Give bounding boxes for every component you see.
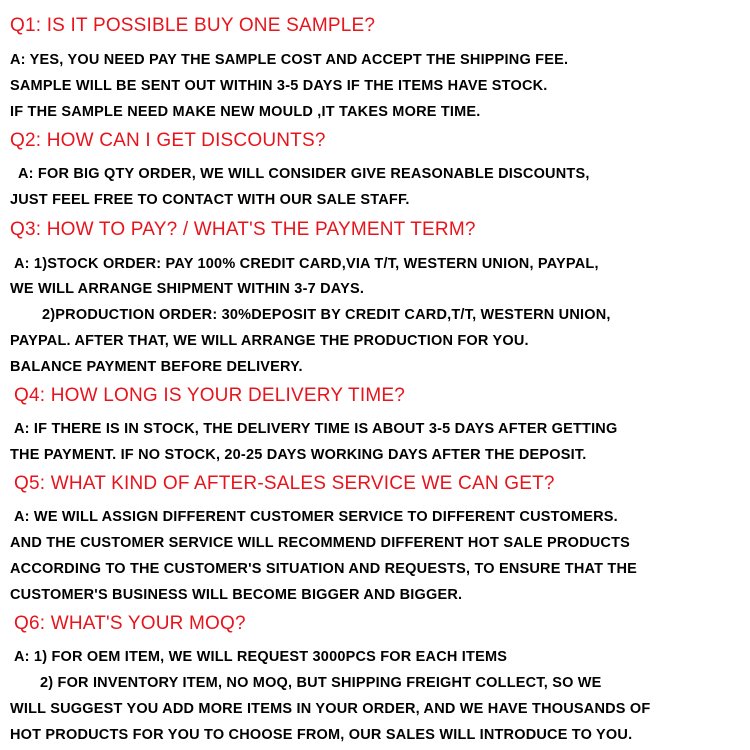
answer-line: THE PAYMENT. IF NO STOCK, 20-25 DAYS WORKING DAYS AFTER THE DEPOSIT. [10,447,587,463]
answer-line: JUST FEEL FREE TO CONTACT WITH OUR SALE STAFF. [10,192,410,208]
answer-line: WILL SUGGEST YOU ADD MORE ITEMS IN YOUR ORDER, AND WE HAVE THOUSANDS OF [10,701,651,717]
question-heading: Q6: WHAT'S YOUR MOQ? [14,613,246,634]
answer-line: PAYPAL. AFTER THAT, WE WILL ARRANGE THE PRODUCTION FOR YOU. [10,333,529,349]
answer-line: WE WILL ARRANGE SHIPMENT WITHIN 3-7 DAYS. [10,281,365,297]
answer-line: 2)PRODUCTION ORDER: 30%DEPOSIT BY CREDIT CARD,T/T, WESTERN UNION, [42,307,611,323]
question-heading: Q4: HOW LONG IS YOUR DELIVERY TIME? [14,385,405,406]
answer-line: A: IF THERE IS IN STOCK, THE DELIVERY TIME IS ABOUT 3-5 DAYS AFTER GETTING [14,421,618,437]
question-heading: Q1: IS IT POSSIBLE BUY ONE SAMPLE? [10,15,376,36]
answer-line: A: FOR BIG QTY ORDER, WE WILL CONSIDER GIVE REASONABLE DISCOUNTS, [18,166,590,182]
answer-line: ACCORDING TO THE CUSTOMER'S SITUATION AND REQUESTS, TO ENSURE THAT THE [10,561,638,577]
answer-line: IF THE SAMPLE NEED MAKE NEW MOULD ,IT TAKES MORE TIME. [10,104,481,120]
answer-line: 2) FOR INVENTORY ITEM, NO MOQ, BUT SHIPPING FREIGHT COLLECT, SO WE [40,675,602,691]
answer-line: BALANCE PAYMENT BEFORE DELIVERY. [10,359,303,375]
answer-line: A: WE WILL ASSIGN DIFFERENT CUSTOMER SERVICE TO DIFFERENT CUSTOMERS. [14,509,618,525]
answer-line: A: 1) FOR OEM ITEM, WE WILL REQUEST 3000PCS FOR EACH ITEMS [14,649,508,665]
answer-line: A: 1)STOCK ORDER: PAY 100% CREDIT CARD,VIA T/T, WESTERN UNION, PAYPAL, [14,256,599,272]
answer-line: A: YES, YOU NEED PAY THE SAMPLE COST AND ACCEPT THE SHIPPING FEE. [10,52,569,68]
question-heading: Q3: HOW TO PAY? / WHAT'S THE PAYMENT TERM? [10,219,476,240]
answer-line: HOT PRODUCTS FOR YOU TO CHOOSE FROM, OUR SALES WILL INTRODUCE TO YOU. [10,727,633,743]
answer-line: AND THE CUSTOMER SERVICE WILL RECOMMEND DIFFERENT HOT SALE PRODUCTS [10,535,631,551]
question-heading: Q5: WHAT KIND OF AFTER-SALES SERVICE WE CAN GET? [14,473,555,494]
question-heading: Q2: HOW CAN I GET DISCOUNTS? [10,130,326,151]
answer-line: SAMPLE WILL BE SENT OUT WITHIN 3-5 DAYS IF THE ITEMS HAVE STOCK. [10,78,548,94]
answer-line: CUSTOMER'S BUSINESS WILL BECOME BIGGER AND BIGGER. [10,587,463,603]
